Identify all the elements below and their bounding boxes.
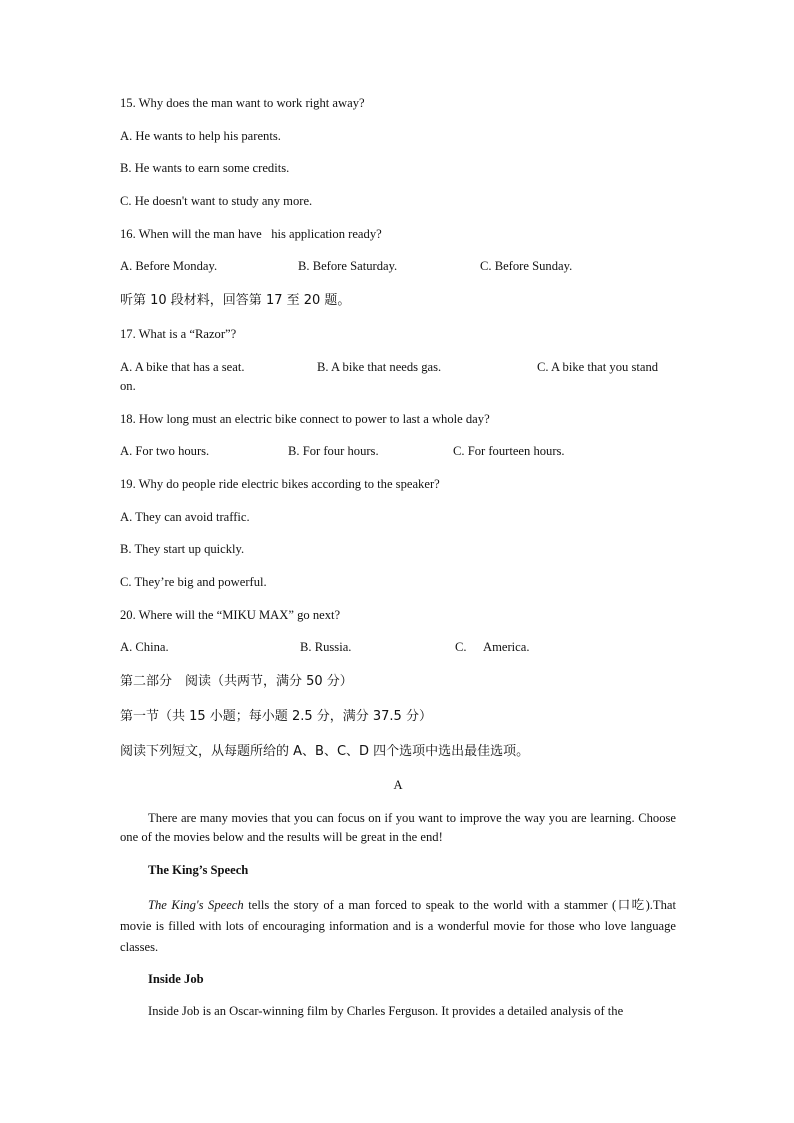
question-16-option-a: A. Before Monday. — [120, 259, 218, 273]
reading-instruction: 阅读下列短文，从每题所给的 A、B、C、D 四个选项中选出最佳选项。 — [120, 744, 530, 759]
question-20-option-b: B. Russia. — [300, 640, 352, 654]
question-17-option-b: B. A bike that needs gas. — [317, 360, 442, 374]
question-20-option-c-letter: C. — [455, 640, 467, 654]
movie-1-title: The King’s Speech — [148, 863, 249, 877]
movie-2-description: Inside Job is an Oscar-winning film by Charles Ferguson. It provides a detailed analysis of the — [148, 1004, 624, 1018]
question-17-option-c: C. A bike that you stand — [537, 360, 659, 374]
question-20-option-a: A. China. — [120, 640, 169, 654]
question-16-stem: 16. When will the man have his application ready? — [120, 227, 382, 241]
section-10-instruction: 听第 10 段材料，回答第 17 至 20 题。 — [120, 293, 351, 308]
movie-2-title: Inside Job — [148, 972, 204, 986]
question-19-option-c: C. They’re big and powerful. — [120, 575, 267, 589]
question-15-stem: 15. Why does the man want to work right away? — [120, 96, 365, 110]
passage-intro: There are many movies that you can focus on if you want to improve the way you are learning. Choose one of the movies below and the results will be great in the end! — [120, 811, 676, 844]
question-17-option-a: A. A bike that has a seat. — [120, 360, 245, 374]
question-18-option-c: C. For fourteen hours. — [453, 444, 565, 458]
question-20-option-c-text: America. — [483, 640, 530, 654]
part-2-heading: 第二部分 阅读（共两节，满分 50 分） — [120, 674, 353, 689]
question-15-option-c: C. He doesn't want to study any more. — [120, 194, 313, 208]
passage-label: A — [393, 778, 403, 792]
question-15-option-a: A. He wants to help his parents. — [120, 129, 281, 143]
question-17-stem: 17. What is a “Razor”? — [120, 327, 237, 341]
question-20-stem: 20. Where will the “MIKU MAX” go next? — [120, 608, 341, 622]
movie-1-text: tells the story of a man forced to speak to the world with a stammer (口吃).That movie is filled with lots of encouraging information and is a wonderful movie for those who love language classes. — [120, 898, 676, 954]
question-19-stem: 19. Why do people ride electric bikes according to the speaker? — [120, 477, 440, 491]
question-19-option-b: B. They start up quickly. — [120, 542, 245, 556]
question-17-option-c-continued: on. — [120, 379, 136, 393]
question-18-option-a: A. For two hours. — [120, 444, 210, 458]
question-18-stem: 18. How long must an electric bike connect to power to last a whole day? — [120, 412, 490, 426]
question-18-option-b: B. For four hours. — [288, 444, 379, 458]
question-16-option-b: B. Before Saturday. — [298, 259, 398, 273]
question-16-option-c: C. Before Sunday. — [480, 259, 573, 273]
question-19-option-a: A. They can avoid traffic. — [120, 510, 250, 524]
question-15-option-b: B. He wants to earn some credits. — [120, 161, 290, 175]
movie-1-title-italic: The King's Speech — [148, 898, 244, 912]
movie-1-description — [120, 895, 676, 958]
section-1-heading: 第一节（共 15 小题；每小题 2.5 分，满分 37.5 分） — [120, 709, 432, 724]
